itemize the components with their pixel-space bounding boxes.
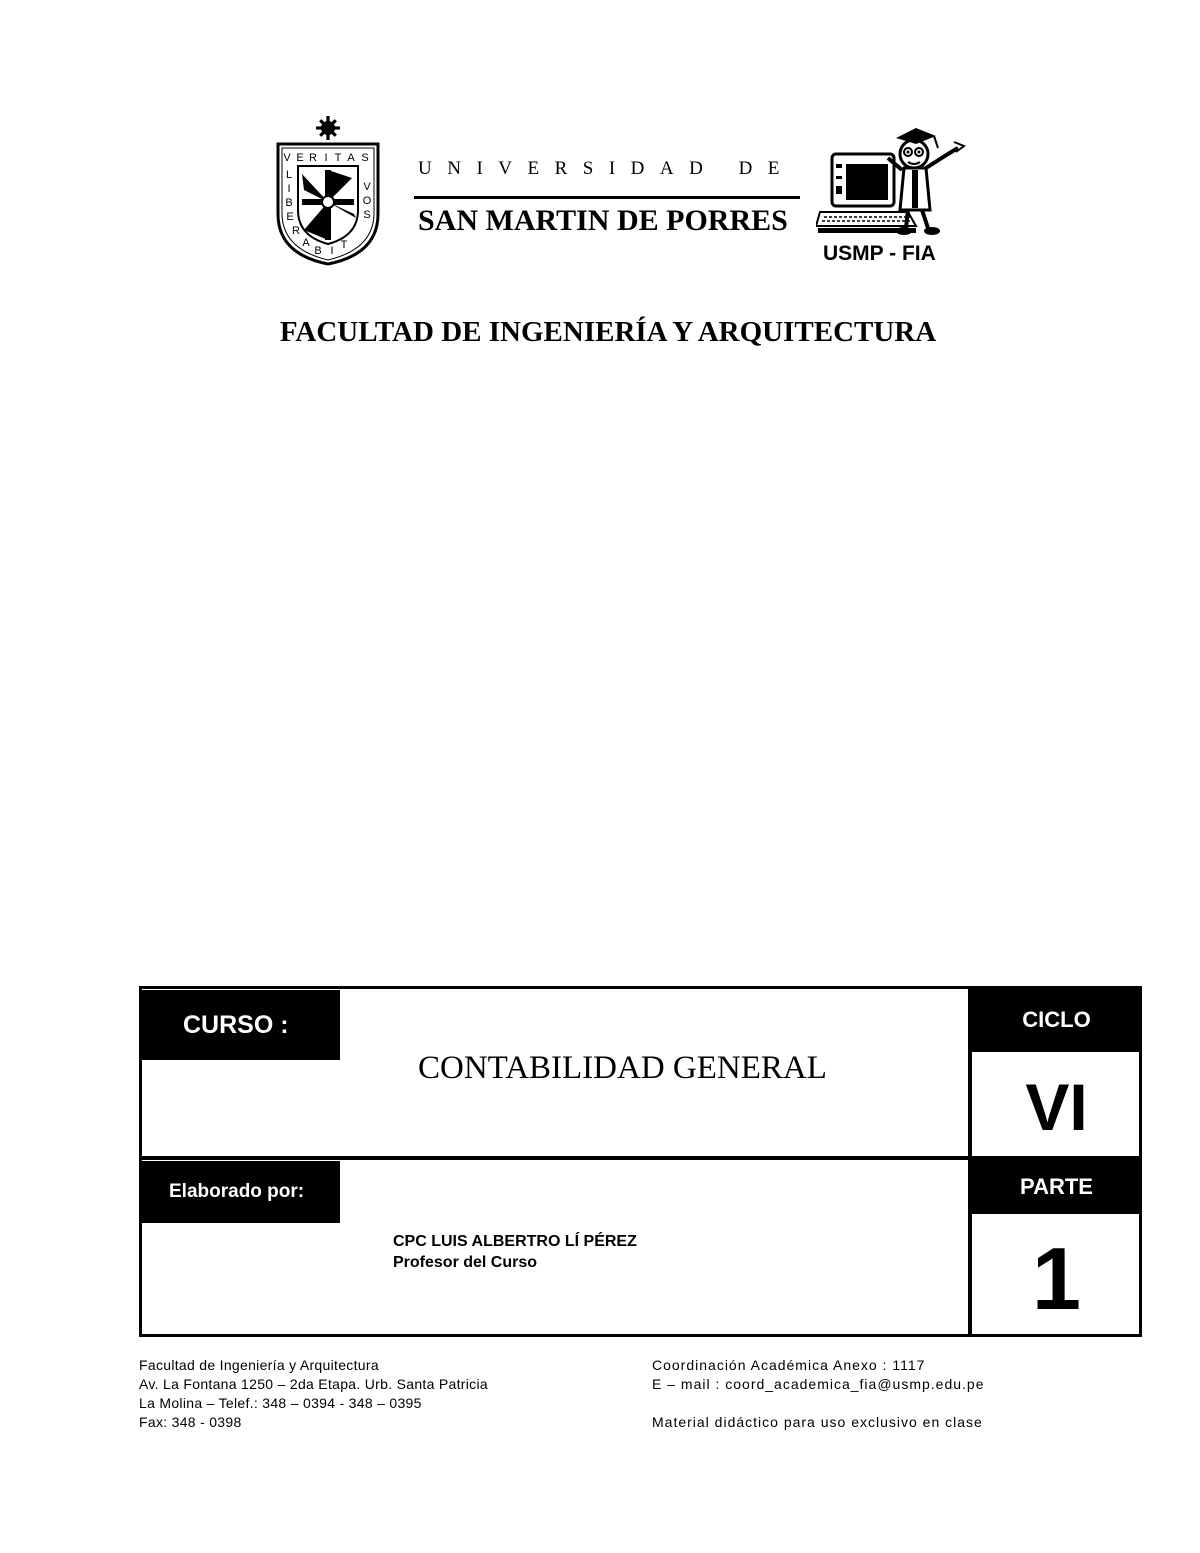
- svg-text:L: L: [285, 169, 293, 181]
- footer-right-line: Coordinación Académica Anexo : 1117: [652, 1357, 926, 1373]
- footer-contact: [652, 1356, 984, 1432]
- footer-left-line: La Molina – Telef.: 348 – 0394 - 348 – 0395: [139, 1395, 422, 1411]
- footer-email: E – mail : coord_academica_fia@usmp.edu.pe: [652, 1376, 985, 1392]
- svg-text:B: B: [314, 245, 322, 257]
- computer-mascot-logo: [816, 124, 966, 242]
- university-line1: UNIVERSIDAD DE: [418, 158, 795, 179]
- footer-left-line: Fax: 348 - 0398: [139, 1414, 242, 1430]
- ciclo-value: VI: [1025, 1070, 1088, 1144]
- course-name: CONTABILIDAD GENERAL: [418, 1050, 827, 1086]
- usmp-fia-label: USMP - FIA: [823, 242, 936, 265]
- svg-text:S: S: [361, 152, 369, 164]
- author-block: [393, 1231, 637, 1273]
- parte-label: PARTE: [972, 1160, 1141, 1214]
- parte-value: 1: [1032, 1229, 1081, 1328]
- svg-text:I: I: [324, 152, 328, 164]
- box-border-bottom: [139, 1334, 1142, 1337]
- ciclo-label: CICLO: [972, 988, 1141, 1052]
- footer-left-line: Facultad de Ingeniería y Arquitectura: [139, 1357, 379, 1373]
- svg-text:R: R: [309, 152, 317, 164]
- svg-text:R: R: [292, 225, 300, 237]
- university-seal-logo: [272, 114, 384, 266]
- university-name: SAN MARTIN DE PORRES: [418, 204, 788, 237]
- svg-text:S: S: [363, 209, 371, 221]
- svg-text:E: E: [286, 211, 294, 223]
- faculty-title: FACULTAD DE INGENIERÍA Y ARQUITECTURA: [279, 316, 937, 348]
- header-rule: [414, 196, 800, 199]
- svg-text:E: E: [296, 152, 304, 164]
- svg-text:O: O: [362, 195, 372, 207]
- author-name: CPC LUIS ALBERTRO LÍ PÉREZ: [393, 1233, 637, 1250]
- svg-text:I: I: [330, 245, 334, 257]
- svg-text:T: T: [334, 152, 342, 164]
- footer-address: [139, 1356, 488, 1432]
- footer-spacer: [652, 1394, 984, 1413]
- svg-text:V: V: [283, 152, 291, 164]
- curso-label: CURSO :: [141, 990, 340, 1060]
- svg-text:A: A: [302, 237, 310, 249]
- footer-right-line: Material didáctico para uso exclusivo en clase: [652, 1414, 983, 1430]
- footer-left-line: Av. La Fontana 1250 – 2da Etapa. Urb. Santa Patricia: [139, 1376, 488, 1392]
- svg-text:V: V: [363, 181, 371, 193]
- svg-text:I: I: [287, 183, 291, 195]
- svg-text:A: A: [347, 152, 355, 164]
- elaborado-label: Elaborado por:: [141, 1161, 340, 1223]
- svg-text:B: B: [285, 197, 293, 209]
- author-role: Profesor del Curso: [393, 1254, 538, 1271]
- svg-text:T: T: [340, 239, 348, 251]
